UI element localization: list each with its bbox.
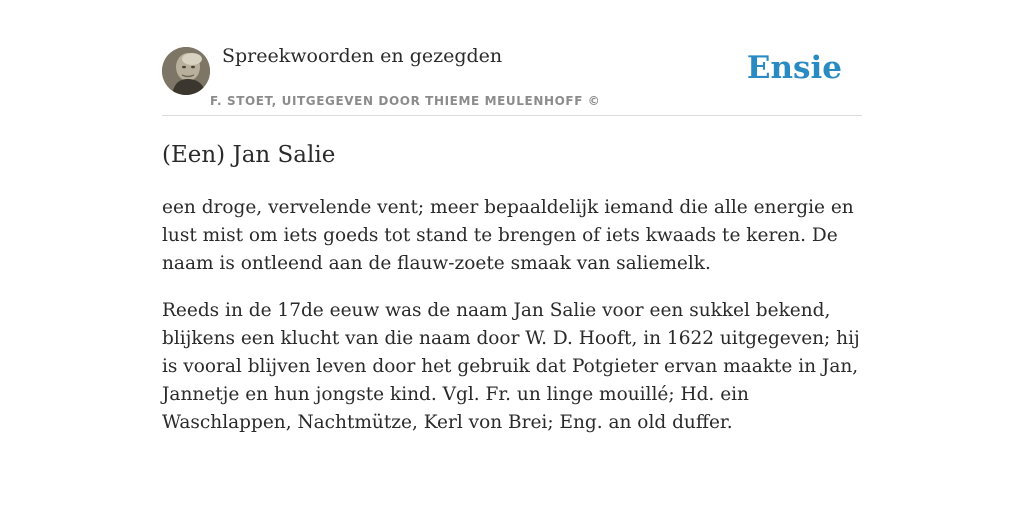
entry-card xyxy=(162,40,862,437)
author-portrait-icon[interactable] xyxy=(162,47,210,95)
ensie-logo-link[interactable]: Ensie xyxy=(746,50,842,86)
source-header xyxy=(162,40,862,116)
entry-paragraph-1: een droge, vervelende vent; meer bepaaldelijk iemand die alle energie en lust mist om iets goeds tot stand te brengen of iets kwaads te keren. De naam is ontleend aan de flauw-zoete smaak van saliemelk. xyxy=(162,197,854,274)
entry-paragraph-2: Reeds in de 17de eeuw was de naam Jan Salie voor een sukkel bekend, blijkens een klucht van die naam door W. D. Hooft, in 1622 uitgegeven; hij is vooral blijven leven door het gebruik dat Potgieter ervan maakte in Jan, Jannetje en hun jongste kind. Vgl. Fr. un linge mouillé; Hd. ein Waschlappen, Nachtmütze, Kerl von Brei; Eng. an old duffer. xyxy=(162,300,860,433)
entry-title: (Een) Jan Salie xyxy=(162,142,336,168)
source-credit: F. STOET, UITGEGEVEN DOOR THIEME MEULENHOFF © xyxy=(210,94,601,108)
source-title[interactable]: Spreekwoorden en gezegden xyxy=(222,45,503,67)
